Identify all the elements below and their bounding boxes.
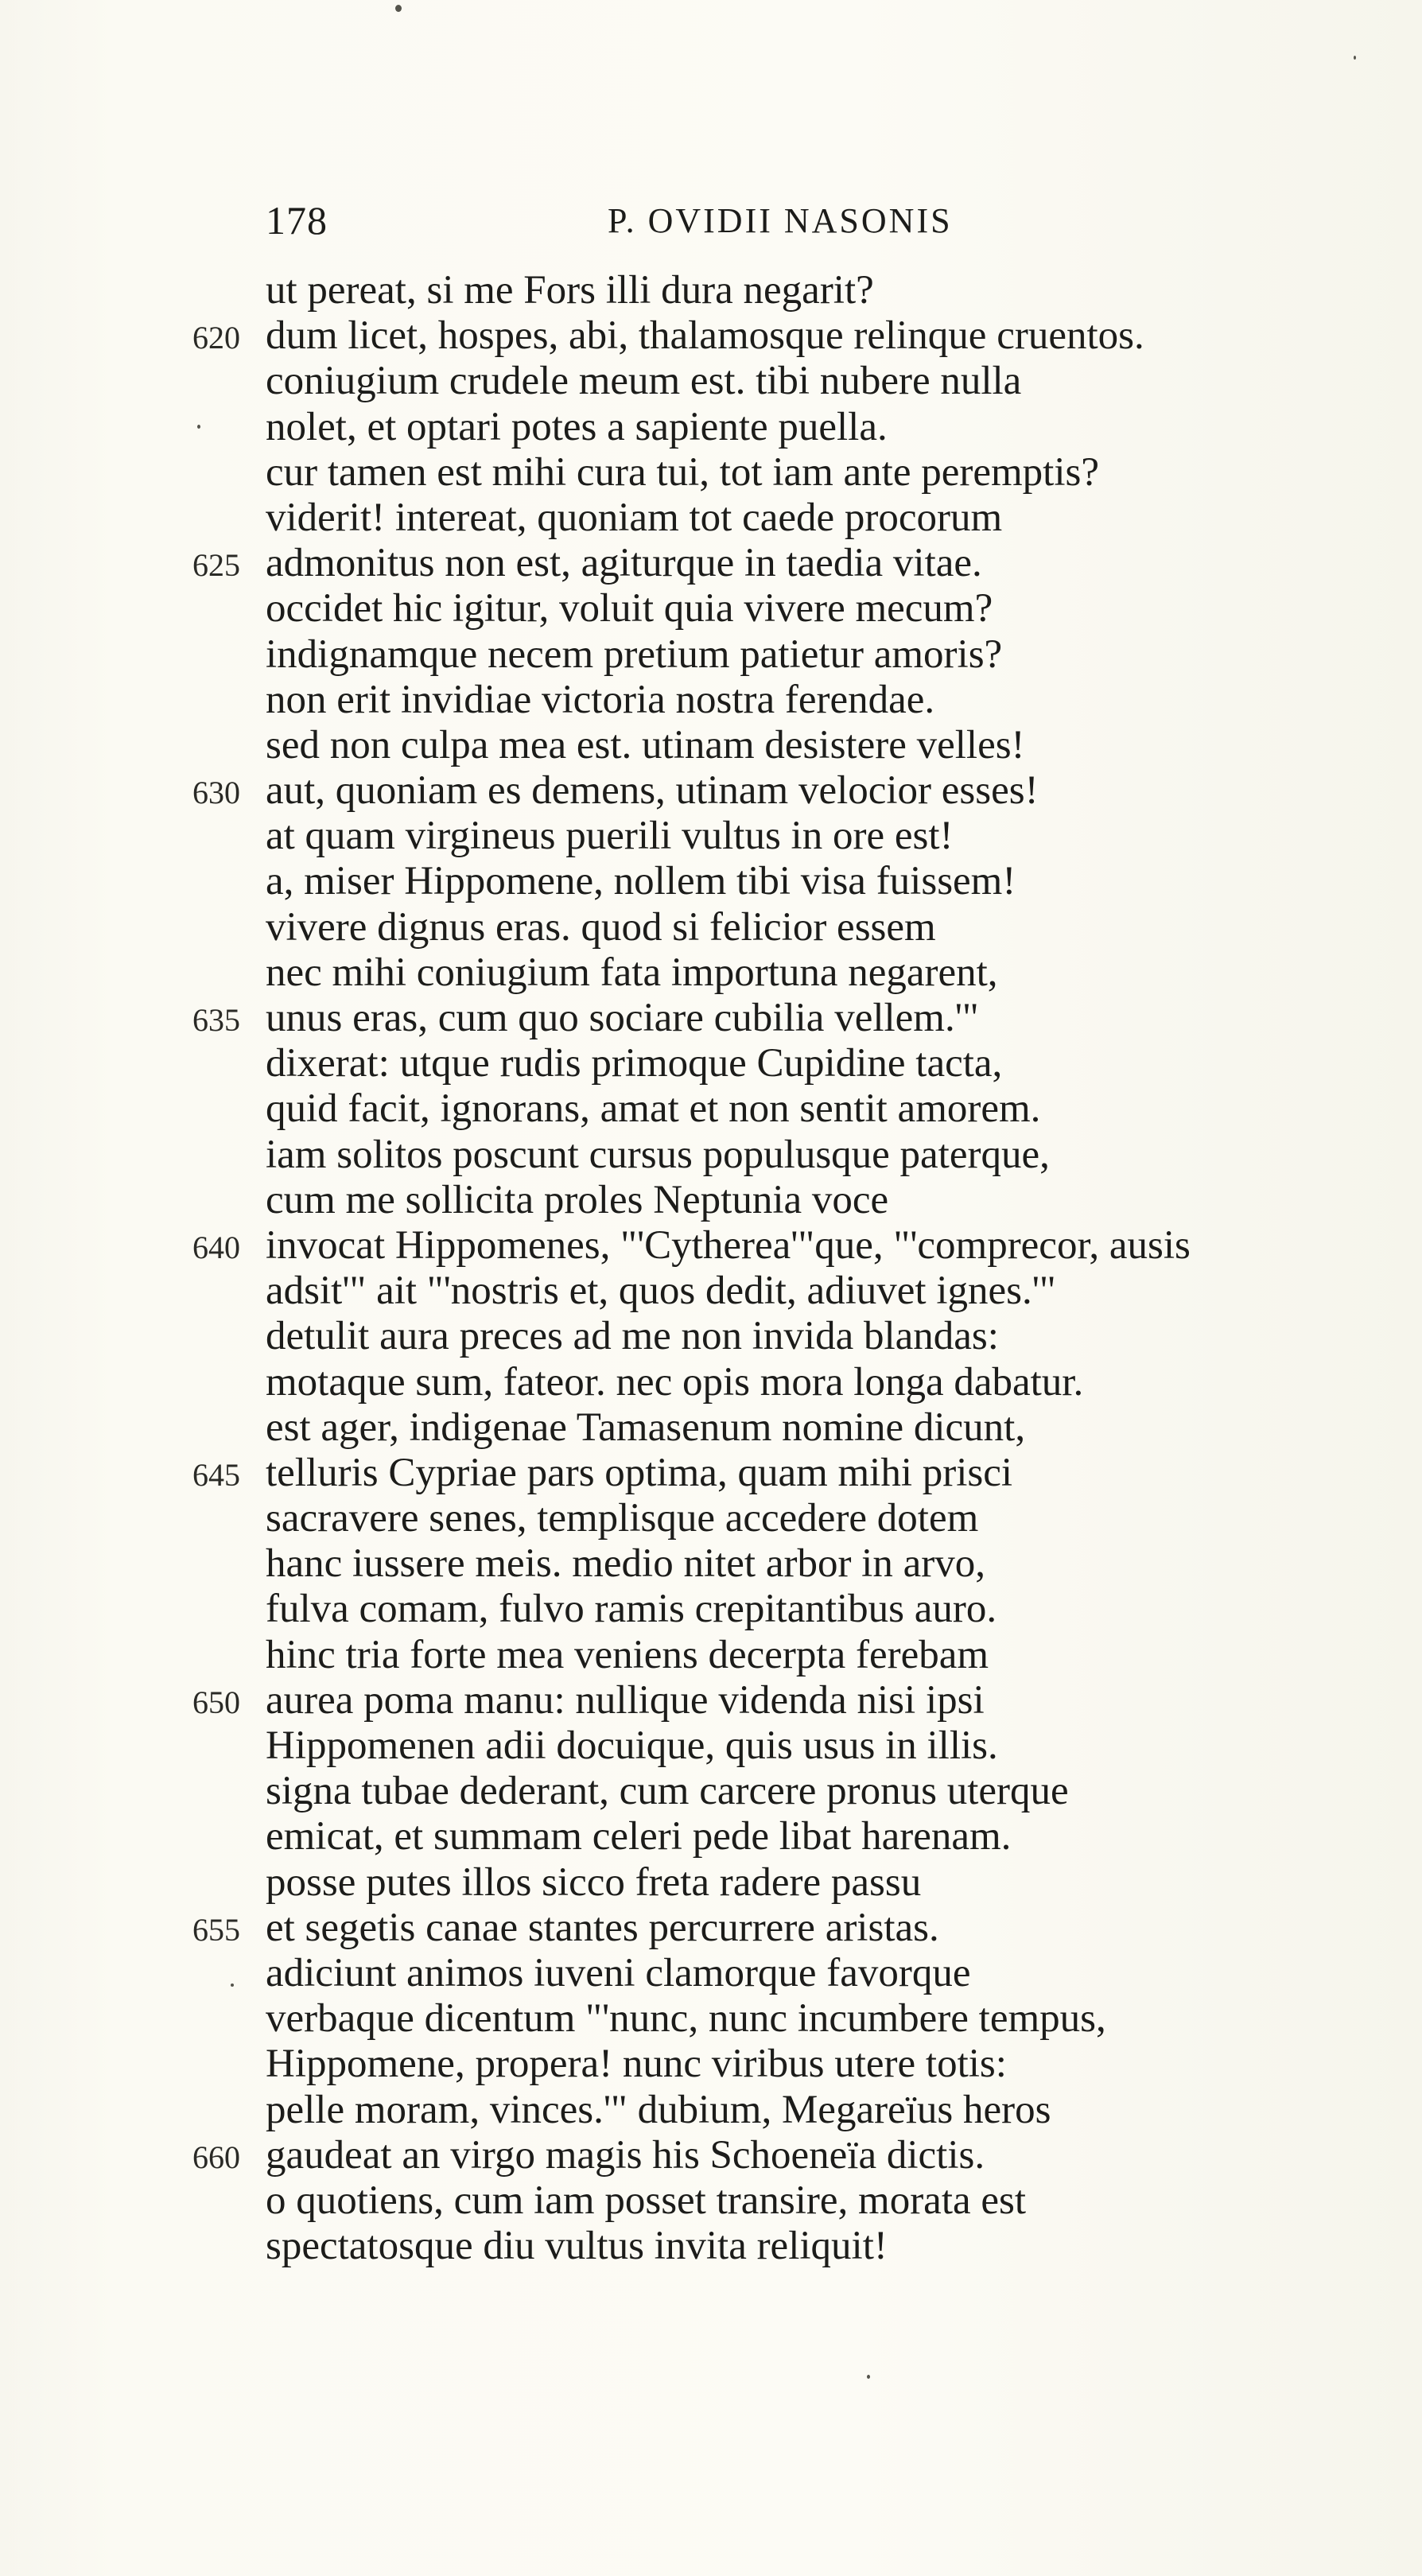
line-text: hinc tria forte mea veniens decerpta ferebam xyxy=(266,1632,989,1677)
verse-line xyxy=(192,541,1395,586)
line-text: nec mihi coniugium fata importuna negarent, xyxy=(266,950,998,995)
line-text: admonitus non est, agiturque in taedia vitae. xyxy=(266,541,982,586)
ink-speck xyxy=(1354,56,1356,60)
line-text: emicat, et summam celeri pede libat harenam. xyxy=(266,1814,1012,1859)
line-text: gaudeat an virgo magis his Schoeneïa dictis. xyxy=(266,2132,985,2178)
line-text: o quotiens, cum iam posset transire, morata est xyxy=(266,2178,1027,2223)
verse-line xyxy=(266,859,1395,904)
verse-line xyxy=(266,905,1395,950)
verse-line xyxy=(266,405,1395,450)
line-text: invocat Hippomenes, "'Cytherea'"que, "'comprecor, ausis xyxy=(266,1222,1191,1268)
verse-line xyxy=(266,1814,1395,1859)
verse-line xyxy=(266,1541,1395,1587)
verse-line xyxy=(266,586,1395,631)
line-text: occidet hic igitur, voluit quia vivere mecum? xyxy=(266,586,993,631)
line-number: 650 xyxy=(192,1684,240,1720)
line-text: indignamque necem pretium patietur amoris? xyxy=(266,631,1003,677)
verse-line xyxy=(192,1905,1395,1951)
line-text: hanc iussere meis. medio nitet arbor in arvo, xyxy=(266,1541,985,1587)
line-text: aurea poma manu: nullique videnda nisi ipsi xyxy=(266,1677,985,1723)
verse-line xyxy=(192,1677,1395,1723)
line-number: 655 xyxy=(192,1911,240,1948)
line-number: 660 xyxy=(192,2139,240,2175)
line-number: 620 xyxy=(192,320,240,356)
verse-line xyxy=(266,495,1395,541)
verse-line xyxy=(266,1496,1395,1541)
ink-speck xyxy=(231,1983,234,1987)
line-text: telluris Cypriae pars optima, quam mihi prisci xyxy=(266,1450,1013,1495)
verse-line xyxy=(266,2178,1395,2224)
verse-line xyxy=(266,1996,1395,2042)
verse-line xyxy=(266,1723,1395,1769)
line-text: dum licet, hospes, abi, thalamosque relinque cruentos. xyxy=(266,313,1144,359)
verse-line xyxy=(266,1086,1395,1132)
verse-line xyxy=(192,1222,1395,1269)
line-text: vivere dignus eras. quod si felicior essem xyxy=(266,904,936,950)
line-text: aut, quoniam es demens, utinam velocior esses! xyxy=(266,768,1039,814)
verse-line xyxy=(266,1269,1395,1314)
line-number: 635 xyxy=(192,1002,240,1038)
verse-line xyxy=(266,2088,1395,2133)
line-text: fulva comam, fulvo ramis crepitantibus auro. xyxy=(266,1587,997,1632)
page-number: 178 xyxy=(266,198,328,243)
line-text: verbaque dicentum "'nunc, nunc incumbere tempus, xyxy=(266,1996,1106,2042)
verse-line xyxy=(266,1633,1395,1678)
verse-line xyxy=(266,359,1395,404)
line-text: viderit! intereat, quoniam tot caede procorum xyxy=(266,495,1003,540)
line-text: unus eras, cum quo sociare cubilia vellem.'" xyxy=(266,996,979,1040)
line-text: non erit invidiae victoria nostra ferendae. xyxy=(266,677,935,722)
ink-speck xyxy=(867,2375,870,2379)
line-text: est ager, indigenae Tamasenum nomine dicunt, xyxy=(266,1405,1026,1450)
line-text: pelle moram, vinces.'" dubium, Megareïus heros xyxy=(266,2087,1051,2132)
verse-line xyxy=(266,1178,1395,1223)
verse-line xyxy=(266,723,1395,768)
line-text: Hippomene, propera! nunc viribus utere totis: xyxy=(266,2042,1007,2087)
line-number: 625 xyxy=(192,547,240,584)
verse-line xyxy=(266,1951,1395,1996)
verse-line xyxy=(266,2042,1395,2087)
verse-line xyxy=(266,1860,1395,1906)
line-text: Hippomenen adii docuique, quis usus in illis. xyxy=(266,1723,998,1768)
line-text: ut pereat, si me Fors illi dura negarit? xyxy=(266,268,874,313)
verse-line xyxy=(266,814,1395,859)
verse-line xyxy=(266,268,1395,313)
verse-line xyxy=(266,1314,1395,1359)
line-text: quid facit, ignorans, amat et non sentit amorem. xyxy=(266,1086,1041,1132)
verse-line xyxy=(192,2132,1395,2178)
line-text: spectatosque diu vultus invita reliquit! xyxy=(266,2224,888,2269)
line-text: a, miser Hippomene, nollem tibi visa fuissem! xyxy=(266,859,1016,904)
line-text: motaque sum, fateor. nec opis mora longa dabatur. xyxy=(266,1359,1084,1405)
line-text: adiciunt animos iuveni clamorque favorque xyxy=(266,1950,971,1995)
running-title: P. OVIDII NASONIS xyxy=(608,201,953,240)
line-text: cur tamen est mihi cura tui, tot iam ante peremptis? xyxy=(266,449,1099,495)
verse-line xyxy=(192,996,1395,1041)
verse-line xyxy=(266,1769,1395,1814)
line-number: 630 xyxy=(192,775,240,811)
verse-line xyxy=(192,768,1395,814)
line-text: sed non culpa mea est. utinam desistere velles! xyxy=(266,722,1025,767)
line-text: dixerat: utque rudis primoque Cupidine tacta, xyxy=(266,1041,1003,1086)
verse-line xyxy=(266,450,1395,495)
line-text: signa tubae dederant, cum carcere pronus uterque xyxy=(266,1769,1069,1814)
line-text: adsit'" ait "'nostris et, quos dedit, adiuvet ignes.'" xyxy=(266,1269,1056,1314)
verse-line xyxy=(266,1587,1395,1632)
verse-line xyxy=(266,1360,1395,1405)
verse-line xyxy=(266,1133,1395,1178)
verse-line xyxy=(266,1405,1395,1451)
line-text: nolet, et optari potes a sapiente puella. xyxy=(266,404,888,449)
line-text: posse putes illos sicco freta radere passu xyxy=(266,1859,922,1905)
page-header xyxy=(266,197,997,245)
verse-line xyxy=(266,2224,1395,2269)
line-number: 640 xyxy=(192,1229,240,1265)
verse-line xyxy=(192,313,1395,359)
ink-speck xyxy=(197,425,200,429)
ink-speck xyxy=(395,5,402,12)
verse-line xyxy=(266,632,1395,678)
line-text: et segetis canae stantes percurrere aristas. xyxy=(266,1905,939,1950)
verse-line xyxy=(266,950,1395,996)
line-text: cum me sollicita proles Neptunia voce xyxy=(266,1177,889,1222)
verse-line xyxy=(266,1041,1395,1086)
verse-line xyxy=(192,1450,1395,1496)
line-text: sacravere senes, templisque accedere dotem xyxy=(266,1496,979,1541)
line-number: 645 xyxy=(192,1456,240,1493)
line-text: at quam virgineus puerili vultus in ore est! xyxy=(266,814,954,859)
line-text: detulit aura preces ad me non invida blandas: xyxy=(266,1314,999,1359)
verse-body xyxy=(192,268,1395,2269)
line-text: iam solitos poscunt cursus populusque paterque, xyxy=(266,1132,1050,1177)
verse-line xyxy=(266,678,1395,723)
line-text: coniugium crudele meum est. tibi nubere nulla xyxy=(266,359,1022,404)
